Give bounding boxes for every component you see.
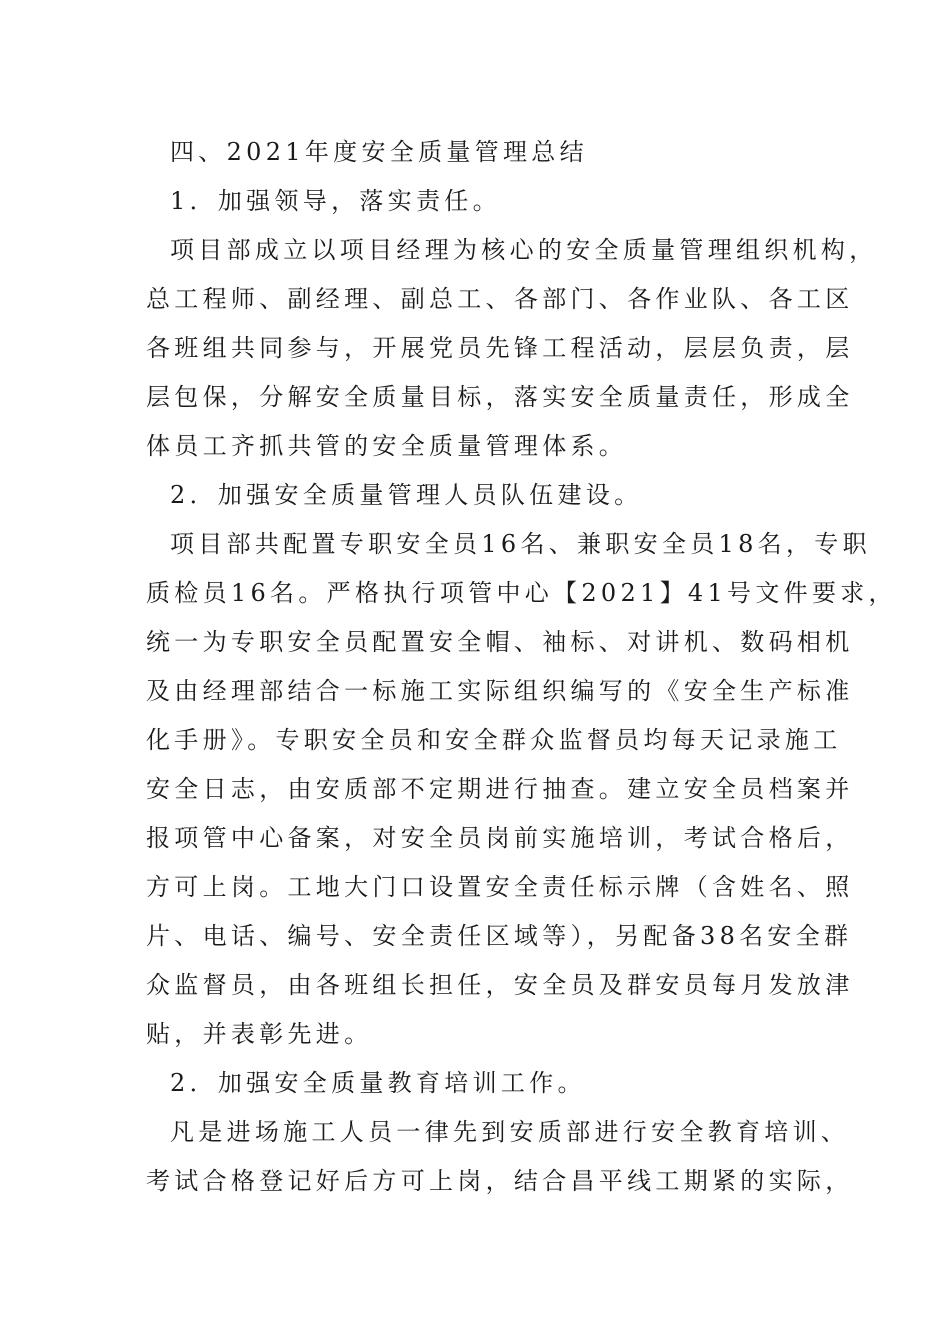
paragraph-line: 众监督员，由各班组长担任，安全员及群安员每月发放津 [146, 971, 854, 999]
paragraph-line: 安全日志，由安质部不定期进行抽查。建立安全员档案并 [146, 775, 854, 803]
paragraph-line: 凡是进场施工人员一律先到安质部进行安全教育培训、 [170, 1118, 850, 1146]
paragraph-line: 各班组共同参与，开展党员先锋工程活动，层层负责，层 [146, 334, 854, 362]
paragraph-line: 报项管中心备案，对安全员岗前实施培训，考试合格后， [146, 824, 854, 852]
subheading-3: 2．加强安全质量教育培训工作。 [170, 1069, 586, 1097]
paragraph-line: 化手册》。专职安全员和安全群众监督员均每天记录施工 [146, 726, 842, 754]
section-heading: 四、2021年度安全质量管理总结 [170, 138, 588, 166]
paragraph-line: 考试合格登记好后方可上岗，结合昌平线工期紧的实际， [146, 1167, 854, 1195]
subheading-1: 1．加强领导，落实责任。 [170, 187, 501, 215]
paragraph-line: 质检员16名。严格执行项管中心【2021】41号文件要求， [146, 579, 897, 607]
paragraph-line: 及由经理部结合一标施工实际组织编写的《安全生产标准 [146, 677, 854, 705]
paragraph-line: 统一为专职安全员配置安全帽、袖标、对讲机、数码相机 [146, 628, 854, 656]
paragraph-line: 贴，并表彰先进。 [146, 1020, 373, 1048]
paragraph-line: 方可上岗。工地大门口设置安全责任标示牌（含姓名、照 [146, 873, 854, 901]
paragraph-line: 总工程师、副经理、副总工、各部门、各作业队、各工区 [146, 285, 854, 313]
paragraph-line: 层包保，分解安全质量目标，落实安全质量责任，形成全 [146, 383, 854, 411]
paragraph-line: 体员工齐抓共管的安全质量管理体系。 [146, 432, 628, 460]
paragraph-line: 项目部成立以项目经理为核心的安全质量管理组织机构， [170, 236, 878, 264]
subheading-2: 2．加强安全质量管理人员队伍建设。 [170, 481, 643, 509]
paragraph-line: 项目部共配置专职安全员16名、兼职安全员18名，专职 [170, 530, 871, 558]
document-body [146, 128, 897, 1206]
paragraph-line: 片、电话、编号、安全责任区域等），另配备38名安全群 [146, 922, 853, 950]
